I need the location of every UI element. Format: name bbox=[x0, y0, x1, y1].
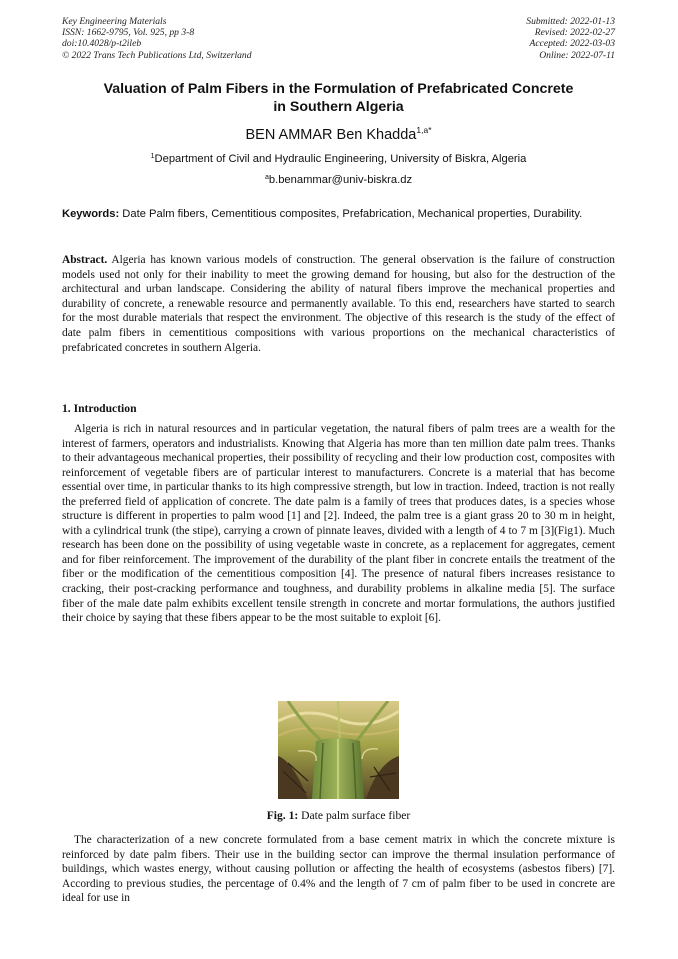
author-superscript: 1,a* bbox=[416, 125, 432, 135]
paper-title bbox=[62, 80, 615, 116]
email-superscript: a bbox=[264, 174, 269, 181]
journal-info bbox=[62, 16, 252, 61]
submitted-date: Submitted: 2022-01-13 bbox=[526, 16, 615, 27]
affiliation-superscript: 1 bbox=[150, 153, 155, 160]
introduction-paragraph-2: The characterization of a new concrete formulated from a base cement matrix in which the concrete mixture is reinforced by date palm fibers. Their use in the building sector can improve the thermal insulation performance of buildings, which wastes energy, without causing pollution or affecting the health of ecosystems (asbestos fibers) [7]. According to previous studies, the percentage of 0.4% and the length of 7 cm of palm fiber to be used in concrete are ideal for use in bbox=[62, 834, 615, 905]
copyright-line: © 2022 Trans Tech Publications Ltd, Switzerland bbox=[62, 49, 252, 61]
journal-name: Key Engineering Materials bbox=[62, 16, 167, 27]
keywords-text: Date Palm fibers, Cementitious composites, Prefabrication, Mechanical properties, Durability. bbox=[119, 208, 583, 220]
affiliation bbox=[62, 150, 615, 166]
keywords-label: Keywords: bbox=[62, 208, 120, 220]
issn-line: ISSN: 1662-9795, Vol. 925, pp 3-8 bbox=[62, 27, 195, 39]
author bbox=[62, 121, 615, 144]
revised-date: Revised: 2022-02-27 bbox=[534, 27, 615, 39]
accepted-date: Accepted: 2022-03-03 bbox=[529, 38, 615, 50]
date-palm-photo-image bbox=[278, 701, 399, 799]
keywords bbox=[62, 207, 615, 221]
abstract bbox=[62, 253, 615, 355]
author-name: BEN AMMAR Ben Khadda bbox=[245, 127, 417, 143]
introduction-paragraph-1: Algeria is rich in natural resources and in particular vegetation, the natural fibers of palm trees are a wealth for the interest of farmers, operators and industrialists. Knowing that Algeria has more than ten million date palm trees. Thanks to their advantageous mechanical properties, their possibility of recycling and their low production cost, composites with reinforcement of vegetable fibers are of particular interest to manufacturers. Concrete is a material that has become essential over time, in particular thanks to its high compressive strength, but low in traction. Indeed, traction is not really the preferred field of application of concrete. The date palm is a family of trees that produces dates, is a species whose structure is different in properties to palm wood [1] and [2]. Indeed, the palm tree is a giant grass 20 to 30 m in height, with a cylindrical trunk (the stipe), carrying a crown of pinnate leaves, divided with a length of 4 to 7 m [3](Fig1). Much research has been done on the possibility of using vegetable waste in concrete, as a replacement for aggregates, cement and for fiber reinforcement. The improvement of the durability of the plant fiber in concrete entails the treatment of the fiber or the modification of the cementitious composition [4]. The presence of natural fibers increases resistance to cracking, their post-cracking performance and toughness, and durability problems in alkaline media [5]. The surface fiber of the male date palm exhibits excellent tensile strength in concrete and mortar formulations, the authors justified their choice by saying that these fibers appear to be the most suitable to exploit [6]. bbox=[62, 423, 615, 625]
figure-1-label: Fig. 1: bbox=[266, 809, 299, 822]
abstract-label: Abstract. bbox=[62, 254, 108, 266]
section-heading-introduction: 1. Introduction bbox=[62, 402, 137, 415]
affiliation-text: Department of Civil and Hydraulic Engineering, University of Biskra, Algeria bbox=[154, 153, 527, 165]
submission-dates bbox=[526, 16, 615, 61]
abstract-text: Algeria has known various models of construction. The general observation is the failure of construction models used not only for their inability to meet the growing demand for housing, but also for the destruction of the architectural and urban landscape. Considering the ability of natural fibers improve the mechanical properties and durability of concrete, a renewable resource and permanently available. To this end, researchers have started to search for the most durable materials that respect the environment. The objective of this research is the study of the effect of date palm fibers in cementitious compositions with various proportions on the mechanical characteristics of prefabricated concretes in southern Algeria. bbox=[62, 254, 615, 354]
author-email bbox=[62, 171, 615, 187]
paper-title-line-2: in Southern Algeria bbox=[273, 99, 404, 115]
online-date: Online: 2022-07-11 bbox=[539, 49, 615, 61]
email-text: b.benammar@univ-biskra.dz bbox=[268, 174, 413, 186]
doi-line: doi:10.4028/p-t2ileb bbox=[62, 38, 142, 50]
date-palm-photo bbox=[278, 701, 399, 799]
figure-1-caption bbox=[62, 809, 615, 823]
paper-title-line-1: Valuation of Palm Fibers in the Formulation of Prefabricated Concrete bbox=[103, 81, 574, 97]
figure-1-caption-text: Date palm surface fiber bbox=[298, 809, 411, 822]
